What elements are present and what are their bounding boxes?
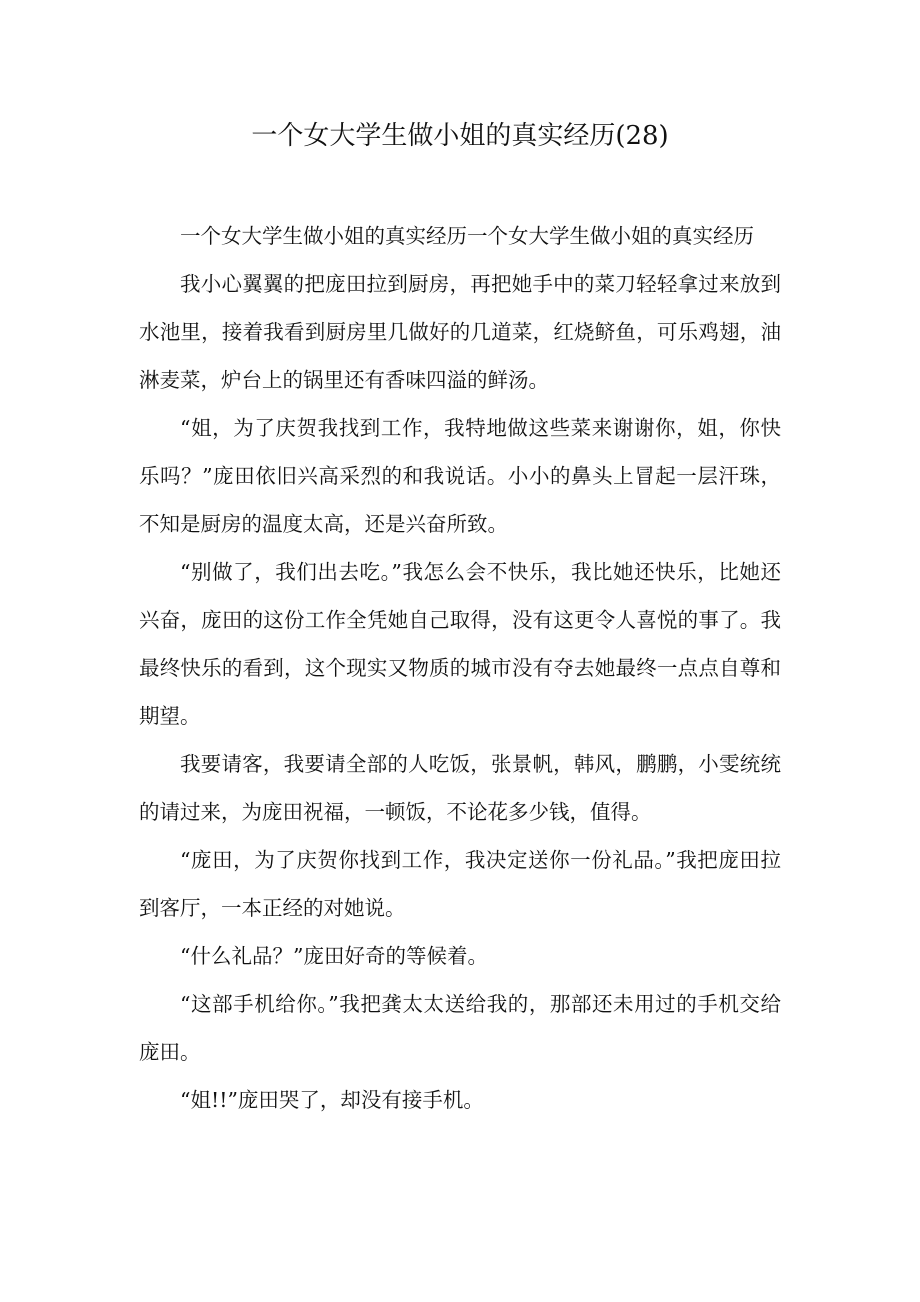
document-title: 一个女大学生做小姐的真实经历(28) [251,121,669,151]
paragraph: “这部手机给你。”我把龚太太送给我的，那部还未用过的手机交给庞田。 [139,992,781,1064]
paragraph: “什么礼品？”庞田好奇的等候着。 [180,944,488,968]
paragraph: “别做了，我们出去吃。”我怎么会不快乐，我比她还快乐，比她还兴奋，庞田的这份工作全凭她自己取得，没有这更令人喜悦的事了。我最终快乐的看到，这个现实又物质的城市没有夺去她最终一点点自尊和期望。 [139,560,781,728]
paragraph: “姐!!”庞田哭了，却没有接手机。 [180,1088,484,1112]
paragraph: “姐，为了庆贺我找到工作，我特地做这些菜来谢谢你，姐，你快乐吗？”庞田依旧兴高采烈的和我说话。小小的鼻头上冒起一层汗珠，不知是厨房的温度太高，还是兴奋所致。 [139,416,781,536]
paragraph: 我小心翼翼的把庞田拉到厨房，再把她手中的菜刀轻轻拿过来放到水池里，接着我看到厨房里几做好的几道菜，红烧鲚鱼，可乐鸡翅，油淋麦菜，炉台上的锅里还有香味四溢的鲜汤。 [139,272,781,392]
paragraph: 我要请客，我要请全部的人吃饭，张景帆，韩风，鹏鹏，小雯统统的请过来，为庞田祝福，一顿饭，不论花多少钱，值得。 [139,752,781,824]
paragraph: “庞田，为了庆贺你找到工作，我决定送你一份礼品。”我把庞田拉到客厅，一本正经的对她说。 [139,848,781,920]
document-body [139,212,781,1124]
paragraph: 一个女大学生做小姐的真实经历一个女大学生做小姐的真实经历 [180,224,754,248]
